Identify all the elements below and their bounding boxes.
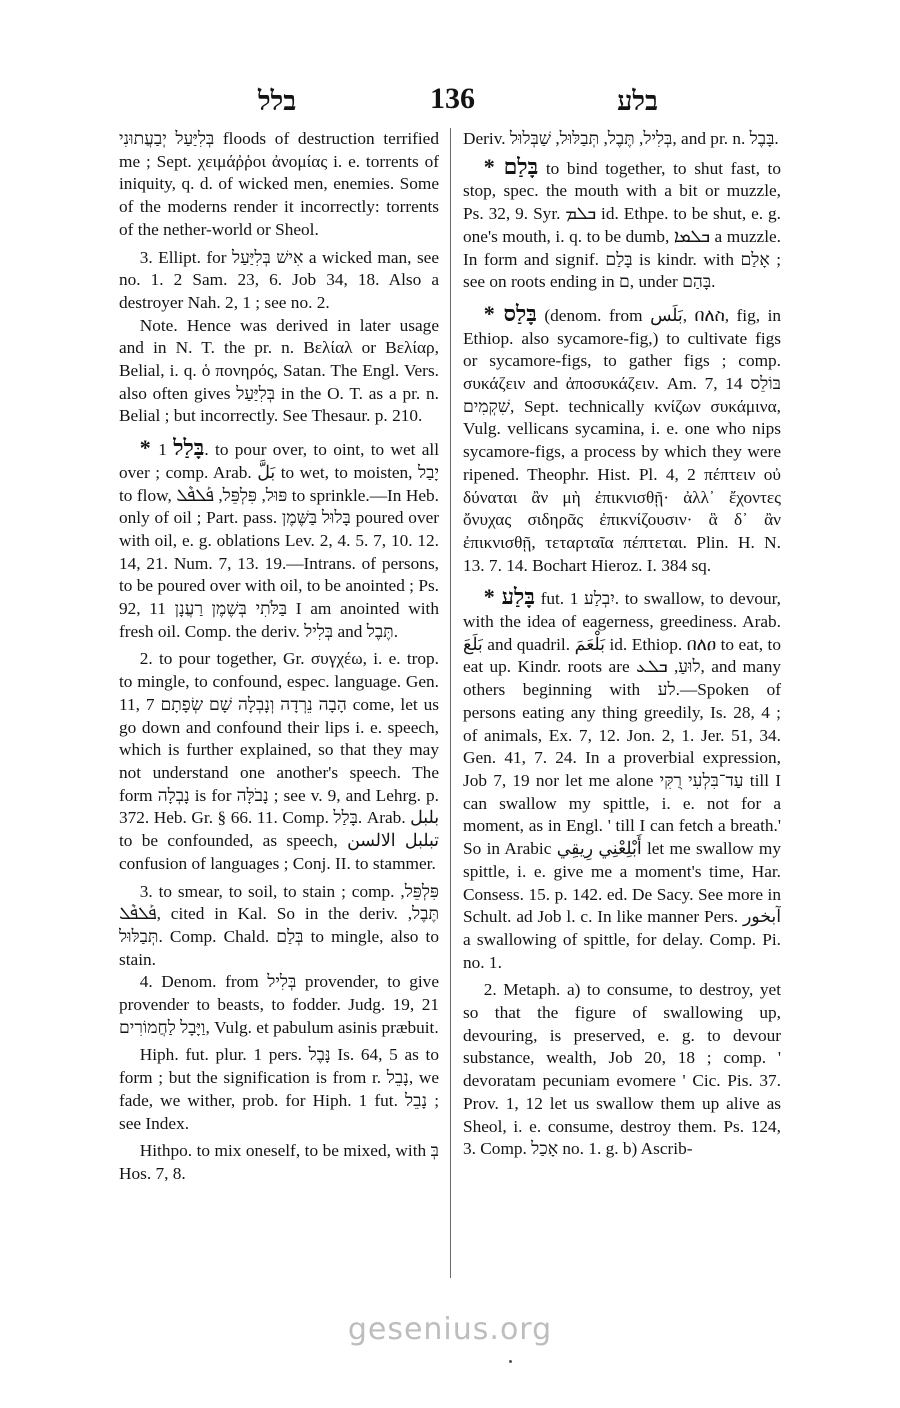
paragraph: 2. Metaph. a) to consume, to destroy, yet so that the figure of swallowing up, devouring, is preserved, e. g. to devour substance, wealth, Job 20, 18 ; comp. ' devoratam pecuniam evomere ' Cic. Pis. 37. Prov. 1, 12 let us swallow them up alive as Sheol, i. e. consume, destroy them. Ps. 124, 3. Comp. אָכַל no. 1. g. b) Ascrib- — [463, 980, 781, 1159]
speck-mark — [509, 1360, 512, 1363]
note-paragraph: Note. Hence was derived in later usage and in N. T. the pr. n. Βελίαλ or Βελίαρ, Belial, i. q. ὁ πονηρός, Satan. The Engl. Vers. also often gives בְּלִיַּעַל in the O. T. as a pr. n. Belial ; but incorrectly. See Thesaur. p. 210. — [119, 315, 439, 426]
entry-paragraph — [463, 153, 781, 294]
header-headword-right: בלע — [617, 86, 658, 117]
paragraph: 4. Denom. from בְּלִיל provender, to give provender to beasts, to fodder. Judg. 19, 21 וַיָּבָל לַחֲמוֹרִים, Vulg. et pabulum asinis præbuit. — [119, 972, 439, 1037]
paragraph: 2. to pour together, Gr. συγχέω, i. e. trop. to mingle, to confound, espec. language. Gen. 11, 7 הָבָה נֵרְדָה וְנָבְלָה שָׁם שְׂפָתָם come, let us go down and confound their lips i. e. speech, which is further explained, so that they may not understand one another's speech. The form נָבְלָה is for נָבֹלָּה ; see v. 9, and Lehrg. p. 372. Heb. Gr. § 66. 11. Comp. בָּלַל. Arab. بلبل to be confounded, as speech, تبلبل الالسن confusion of languages ; Conj. II. to stammer. — [119, 649, 439, 873]
entry-paragraph — [119, 437, 439, 643]
entry-paragraph — [463, 300, 781, 577]
entry-headword: * בָּלַס — [483, 300, 537, 326]
paragraph: Hiph. fut. plur. 1 pers. נָּבֶל Is. 64, 5 as to form ; but the signification is from r. נָבֵל, we fade, we wither, prob. for Hiph. 1 fut. נָבֵל ; see Index. — [119, 1045, 439, 1133]
entry-headword: * בָּלַע — [483, 584, 535, 610]
page-number: 136 — [430, 82, 475, 115]
entry-headword: * בָּלַם — [483, 153, 539, 179]
column-divider — [450, 128, 451, 1278]
entry-text: (denom. from بَلَس, በለስ, fig, in Ethiop. also sycamore-fig,) to cultivate figs or sycamore-figs, to gather figs ; comp. συκάζειν and ἀποσυκάζειν. Am. 7, 14 בּוֹלֵס שִׁקְמִים, Sept. technically κνίζων συκάμινα, Vulg. vellicans sycamina, i. e. one who nips sycamore-figs, a process by which they were ripened. Theophr. Hist. Pl. 4, 2 πέπτειν οὐ δύναται ἂν μὴ ἐπικνισθῇ· ἀλλ᾽ ἔχοντες ὄνυχας σιδηρᾶς ἐπικνίζουσιν· ἃ δ᾽ ἂν ἐπικνισθῇ, τεταρταῖα πέπτεται. Plin. H. N. 13. 7. 14. Bochart Hieroz. I. 384 sq. — [463, 305, 781, 575]
entry-text: 1. to pour over, to oint, to wet all over ; comp. Arab. بَلَّ to wet, to moisten, יָבַל to flow, פּוּל, פִּלְפֵּל, ܦܰܠܦܶܠ to sprinkle.—In Heb. only of oil ; Part. pass. בָּלוּל בַּשֶּׁמֶן poured over with oil, e. g. oblations Lev. 2, 4. 5. 7, 10. 12. 14, 21. Num. 7, 13. 19.—Intrans. of persons, to be poured over with oil, to be anointed ; Ps. 92, 11 בַּלֹּתִי בְּשֶׁמֶן רַעֲנָן I am anointed with fresh oil. Comp. the deriv. בְּלִיל and תֶּבֶל. — [119, 440, 439, 641]
running-header — [258, 82, 658, 122]
header-headword-left: בלל — [258, 86, 297, 117]
entry-headword: * בָּלַל — [139, 435, 205, 461]
paragraph: Hithpo. to mix oneself, to be mixed, with בְּ Hos. 7, 8. — [119, 1141, 439, 1183]
right-column — [463, 128, 781, 1298]
paragraph: 3. to smear, to soil, to stain ; comp. פִּלְפֵּל, ܦܰܠܦܶܠ, cited in Kal. So in the deriv. תֶּבֶל, תְּבַלּוּל. Comp. Chald. בְּלַם to mingle, also to stain. — [119, 881, 439, 969]
paragraph: Deriv. בְּלִיל, תֶּבֶל, תְּבַלּוּל, שַׁבְּלוּל, and pr. n. בָּבֶל. — [463, 129, 779, 148]
entry-text: fut. יִבְלַע 1. to swallow, to devour, with the idea of eagerness, greediness. Arab. بَلَعَ and quadril. بَلْعَمَ id. Ethiop. በለዐ to eat, to eat up. Kindr. roots are לוּעַ, ܒܠܥ, and many others beginning with לע.—Spoken of persons eating any thing greedily, Is. 28, 4 ; of animals, Ex. 7, 12. Jon. 2, 1. Jer. 51, 34. Gen. 41, 7. 24. In a proverbial expression, Job 7, 19 nor let me alone עַד־בִּלְעִי רֻקִּי till I can swallow my spittle, i. e. not for a moment, as in Engl. ' till I can fetch a breath.' So in Arabic أَبْلِعْنِي رِيقِي let me swallow my spittle, i. e. give me a moment's time, Har. Consess. 15. p. 142. ed. De Sacy. See more in Schult. ad Job l. c. In like manner Pers. آبخور a swallowing of spittle, for delay. Comp. Pi. no. 1. — [463, 589, 781, 972]
paragraph: בְּלִיַּעַל יְבַעֲתוּנִי floods of destruction terrified me ; Sept. χειμάῤῥοι ἀνομίας i. e. torrents of iniquity, q. d. of wicked men, enemies. Some of the moderns render it incorrectly: torrents of the nether-world or Sheol. — [119, 129, 439, 239]
entry-text: to bind together, to shut fast, to stop, spec. the mouth with a bit or muzzle, Ps. 32, 9. Syr. ܒܠܡ id. Ethpe. to be shut, e. g. one's mouth, i. q. to be dumb, ܒܠܡܐ a muzzle. In form and signif. בָּלַם is kindr. with אָלַם ; see on roots ending in ם, under בָּהַם. — [463, 158, 781, 292]
left-column — [119, 128, 439, 1298]
paragraph: 3. Ellipt. for אִישׁ בְּלִיַּעַל a wicked man, see no. 1. 2 Sam. 23, 6. Job 34, 18. Also a destroyer Nah. 2, 1 ; see no. 2. — [119, 247, 439, 312]
entry-paragraph — [463, 586, 781, 974]
watermark: gesenius.org — [347, 1312, 553, 1347]
